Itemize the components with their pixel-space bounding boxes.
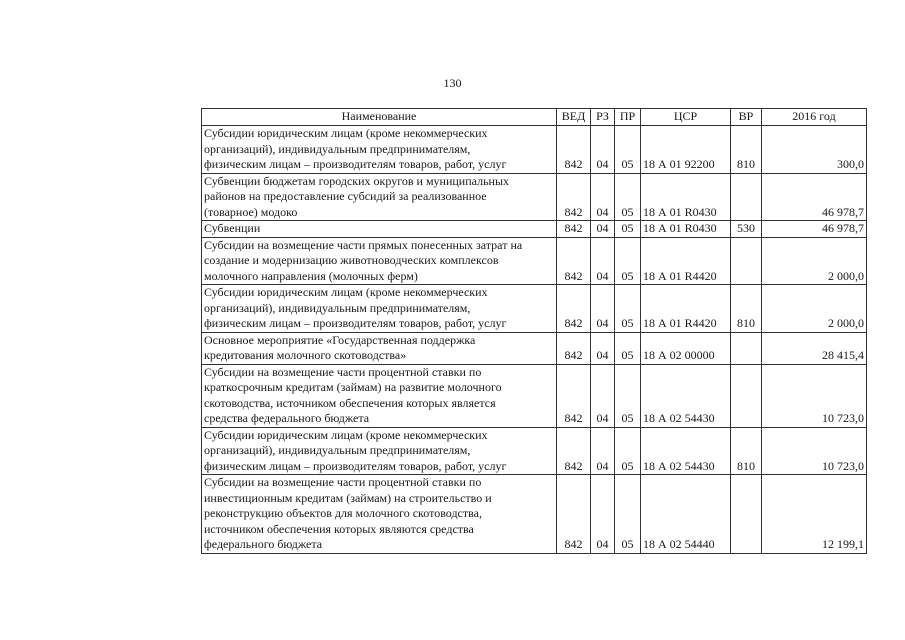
row-pr: 05 — [615, 173, 641, 221]
row-rz: 04 — [591, 126, 615, 174]
row-csr: 18 А 02 54430 — [641, 364, 731, 427]
row-ved: 842 — [557, 173, 591, 221]
row-name — [202, 427, 557, 475]
row-pr: 05 — [615, 427, 641, 475]
row-vr — [731, 475, 762, 554]
row-csr: 18 А 01 R0430 — [641, 221, 731, 238]
row-rz: 04 — [591, 475, 615, 554]
row-name-line: физическим лицам – производителям товаров, работ, услуг — [204, 458, 507, 473]
row-rz: 04 — [591, 364, 615, 427]
row-name-line: средства федерального бюджета — [204, 411, 370, 425]
row-name-line: создание и модернизацию животноводческих комплексов — [204, 253, 499, 267]
header-rz: РЗ — [591, 109, 615, 126]
row-amount: 10 723,0 — [762, 364, 867, 427]
row-ved: 842 — [557, 364, 591, 427]
row-name-line: кредитования молочного скотоводства» — [204, 348, 407, 362]
row-pr: 05 — [615, 285, 641, 333]
row-name — [202, 237, 557, 285]
table-row — [202, 221, 867, 238]
row-name-line: Субсидии на возмещение части процентной ставки по — [204, 475, 482, 489]
row-csr: 18 А 01 R4420 — [641, 237, 731, 285]
header-vr: ВР — [731, 109, 762, 126]
row-name-line: (товарное) модоко — [204, 204, 298, 219]
row-pr: 05 — [615, 364, 641, 427]
row-amount: 46 978,7 — [762, 173, 867, 221]
header-csr: ЦСР — [641, 109, 731, 126]
table-row — [202, 126, 867, 174]
row-name — [202, 475, 557, 554]
row-ved: 842 — [557, 332, 591, 364]
row-name-line: источником обеспечения которых являются средства — [204, 521, 474, 536]
row-amount: 2 000,0 — [762, 237, 867, 285]
row-name — [202, 173, 557, 221]
row-amount: 46 978,7 — [762, 221, 867, 238]
row-name-line: молочного направления (молочных ферм) — [204, 268, 418, 283]
row-vr: 530 — [731, 221, 762, 238]
row-name-line: Субсидии на возмещение части прямых понесенных затрат на — [204, 237, 523, 252]
row-name-line: Субсидии юридическим лицам (кроме некоммерческих — [204, 126, 488, 140]
row-name — [202, 364, 557, 427]
row-vr — [731, 237, 762, 285]
row-name-line: районов на предоставление субсидий за реализованное — [204, 189, 487, 203]
row-name-line: Основное мероприятие «Государственная поддержка — [204, 332, 476, 347]
row-amount: 300,0 — [762, 126, 867, 174]
row-vr: 810 — [731, 427, 762, 475]
table-row — [202, 364, 867, 427]
row-rz: 04 — [591, 332, 615, 364]
row-amount: 10 723,0 — [762, 427, 867, 475]
row-name — [202, 332, 557, 364]
row-ved: 842 — [557, 221, 591, 238]
table-row — [202, 332, 867, 364]
table-row — [202, 173, 867, 221]
row-amount: 12 199,1 — [762, 475, 867, 554]
row-name-line: федерального бюджета — [204, 537, 323, 551]
row-name-line: организаций), индивидуальным предпринимателям, — [204, 443, 471, 457]
row-csr: 18 А 02 00000 — [641, 332, 731, 364]
row-name-line: организаций), индивидуальным предпринимателям, — [204, 141, 471, 156]
row-pr: 05 — [615, 221, 641, 238]
row-csr: 18 А 02 54440 — [641, 475, 731, 554]
row-name-line: организаций), индивидуальным предпринимателям, — [204, 300, 471, 315]
row-pr: 05 — [615, 332, 641, 364]
row-csr: 18 А 01 R0430 — [641, 173, 731, 221]
row-name — [202, 285, 557, 333]
row-rz: 04 — [591, 173, 615, 221]
row-name-line: физическим лицам – производителям товаров, работ, услуг — [204, 157, 507, 171]
row-pr: 05 — [615, 237, 641, 285]
row-pr: 05 — [615, 475, 641, 554]
row-vr — [731, 332, 762, 364]
row-name-line: скотоводства, источником обеспечения которых является — [204, 395, 496, 410]
row-rz: 04 — [591, 427, 615, 475]
row-rz: 04 — [591, 237, 615, 285]
row-name — [202, 126, 557, 174]
table-header-row — [202, 109, 867, 126]
table-row — [202, 427, 867, 475]
header-ved: ВЕД — [557, 109, 591, 126]
row-name-line: Субвенции — [204, 221, 261, 235]
row-name-line: Субсидии на возмещение части процентной ставки по — [204, 364, 482, 379]
budget-table — [201, 108, 867, 554]
page-number: 130 — [443, 76, 462, 90]
row-name-line: реконструкцию объектов для молочного скотоводства, — [204, 506, 482, 520]
row-name-line: Субсидии юридическим лицам (кроме некоммерческих — [204, 427, 488, 442]
row-name — [202, 221, 557, 238]
table-row — [202, 237, 867, 285]
row-vr — [731, 364, 762, 427]
row-ved: 842 — [557, 126, 591, 174]
header-name: Наименование — [202, 109, 557, 126]
table-row — [202, 475, 867, 554]
row-name-line: Субвенции бюджетам городских округов и муниципальных — [204, 173, 510, 188]
header-year: 2016 год — [762, 109, 867, 126]
row-csr: 18 А 01 92200 — [641, 126, 731, 174]
row-ved: 842 — [557, 427, 591, 475]
row-vr: 810 — [731, 126, 762, 174]
row-rz: 04 — [591, 221, 615, 238]
row-amount: 2 000,0 — [762, 285, 867, 333]
row-name-line: Субсидии юридическим лицам (кроме некоммерческих — [204, 285, 488, 299]
row-name-line: физическим лицам – производителям товаров, работ, услуг — [204, 316, 507, 330]
row-pr: 05 — [615, 126, 641, 174]
row-csr: 18 А 01 R4420 — [641, 285, 731, 333]
row-amount: 28 415,4 — [762, 332, 867, 364]
row-rz: 04 — [591, 285, 615, 333]
header-pr: ПР — [615, 109, 641, 126]
row-ved: 842 — [557, 475, 591, 554]
row-csr: 18 А 02 54430 — [641, 427, 731, 475]
row-vr — [731, 173, 762, 221]
row-name-line: инвестиционным кредитам (займам) на строительство и — [204, 490, 492, 505]
row-name-line: краткосрочным кредитам (займам) на развитие молочного — [204, 380, 502, 394]
row-ved: 842 — [557, 237, 591, 285]
row-vr: 810 — [731, 285, 762, 333]
row-ved: 842 — [557, 285, 591, 333]
table-row — [202, 285, 867, 333]
